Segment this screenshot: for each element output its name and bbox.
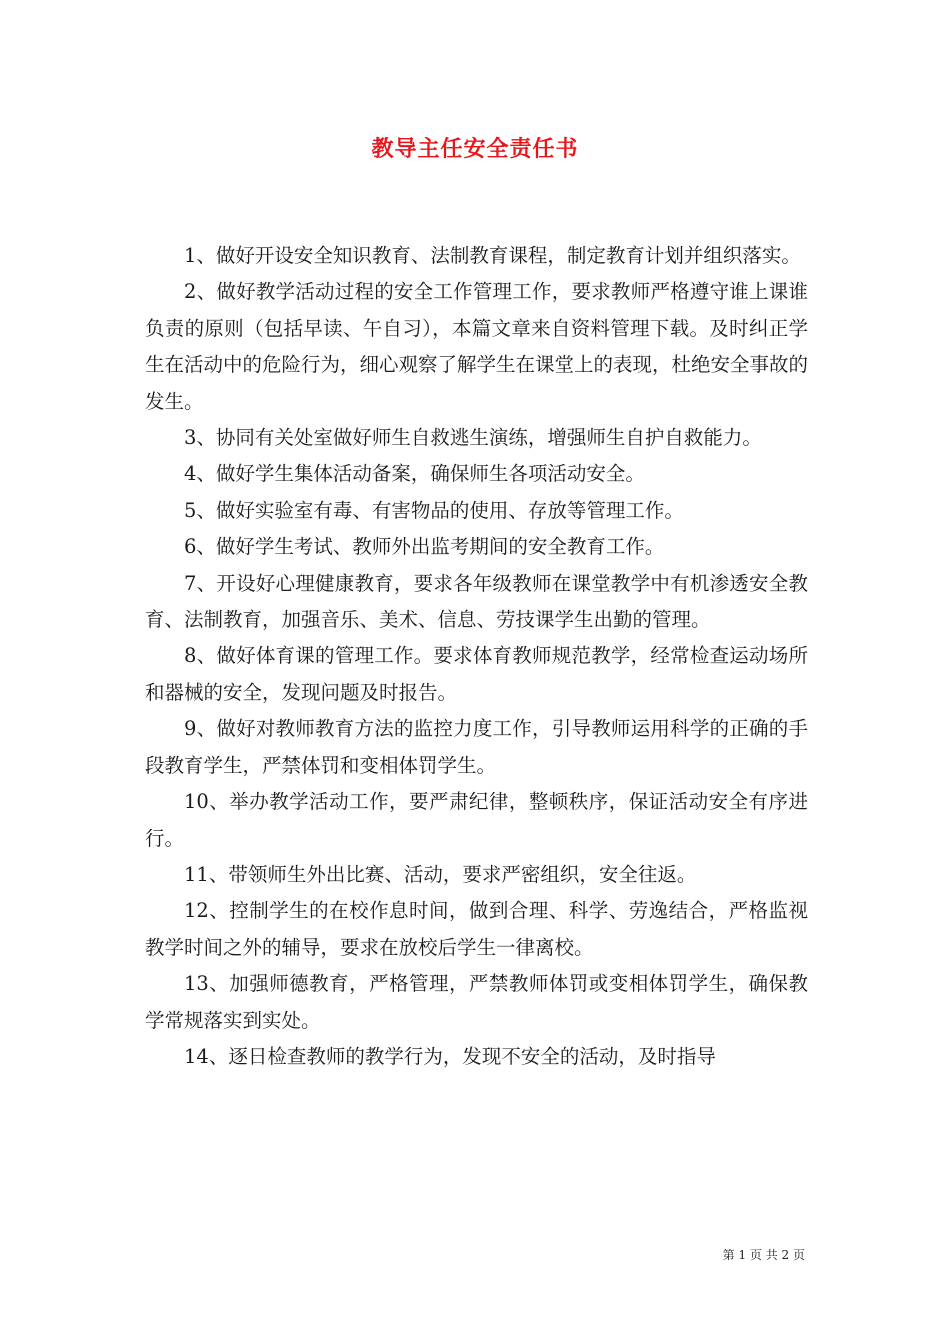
document-title: 教导主任安全责任书: [371, 136, 579, 162]
paragraph-14: 14、逐日检查教师的教学行为，发现不安全的活动，及时指导: [184, 1044, 716, 1068]
paragraph-5: 5、做好实验室有毒、有害物品的使用、存放等管理工作。: [184, 498, 684, 522]
paragraph-12: 12、控制学生的在校作息时间，做到合理、科学、劳逸结合，严格监视教学时间之外的辅导，要求在放校后学生一律离校。: [145, 899, 808, 959]
paragraph-8: 8、做好体育课的管理工作。要求体育教师规范教学，经常检查运动场所和器械的安全，发现问题及时报告。: [145, 644, 808, 704]
paragraph-2: 2、做好教学活动过程的安全工作管理工作，要求教师严格遵守谁上课谁负责的原则（包括早读、午自习），本篇文章来自资料管理下载。及时纠正学生在活动中的危险行为，细心观察了解学生在课堂上的表现，杜绝安全事故的发生。: [145, 280, 809, 413]
page-number: 第 1 页 共 2 页: [722, 1248, 805, 1262]
paragraph-13: 13、加强师德教育，严格管理，严禁教师体罚或变相体罚学生，确保教学常规落实到实处。: [145, 972, 808, 1032]
paragraph-1: 1、做好开设安全知识教育、法制教育课程，制定教育计划并组织落实。: [184, 244, 801, 267]
paragraph-10: 10、举办教学活动工作，要严肃纪律，整顿秩序，保证活动安全有序进行。: [145, 790, 808, 850]
paragraph-7: 7、开设好心理健康教育，要求各年级教师在课堂教学中有机渗透安全教育、法制教育，加强音乐、美术、信息、劳技课学生出勤的管理。: [145, 571, 808, 632]
paragraph-4: 4、做好学生集体活动备案，确保师生各项活动安全。: [184, 462, 645, 486]
paragraph-6: 6、做好学生考试、教师外出监考期间的安全教育工作。: [184, 535, 665, 559]
paragraph-9: 9、做好对教师教育方法的监控力度工作，引导教师运用科学的正确的手段教育学生，严禁体罚和变相体罚学生。: [145, 717, 808, 777]
document-body: [145, 238, 808, 1075]
paragraph-11: 11、带领师生外出比赛、活动，要求严密组织，安全往返。: [184, 862, 697, 886]
paragraph-3: 3、协同有关处室做好师生自救逃生演练，增强师生自护自救能力。: [184, 426, 762, 450]
